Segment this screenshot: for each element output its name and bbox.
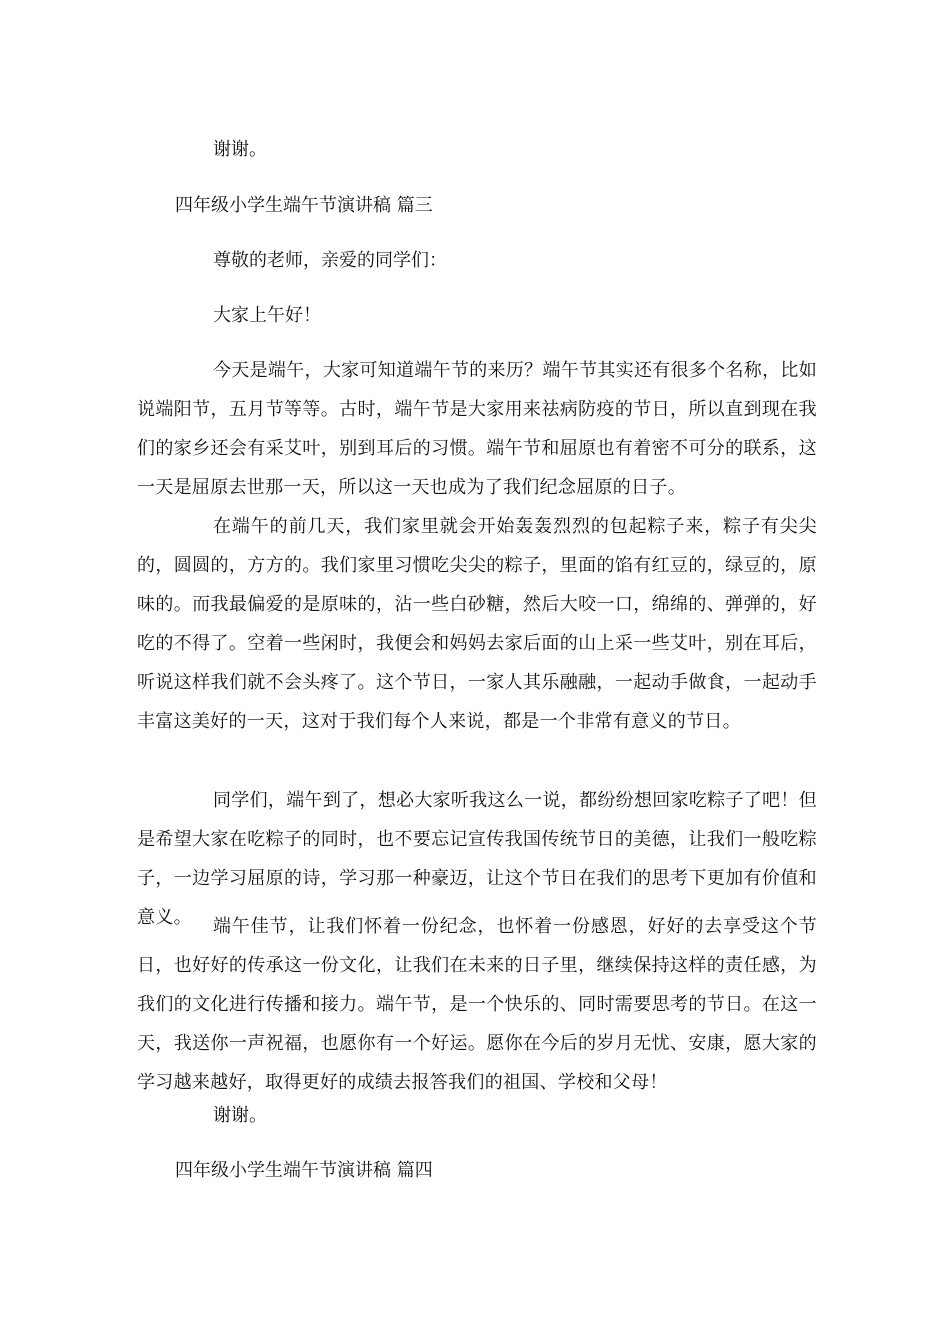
body-paragraph: 在端午的前几天，我们家里就会开始轰轰烈烈的包起粽子来，粽子有尖尖的，圆圆的，方方的。我们家里习惯吃尖尖的粽子，里面的馅有红豆的，绿豆的，原味的。而我最偏爱的是原味的，沾一些白砂糖，然后大咬一口，绵绵的、弹弹的，好吃的不得了。空着一些闲时，我便会和妈妈去家后面的山上采一些艾叶，别在耳后，听说这样我们就不会头疼了。这个节日，一家人其乐融融，一起动手做食，一起动手丰富这美好的一天，这对于我们每个人来说，都是一个非常有意义的节日。 — [137, 516, 817, 732]
body-paragraph: 今天是端午，大家可知道端午节的来历？端午节其实还有很多个名称，比如说端阳节，五月节等等。古时，端午节是大家用来祛病防疫的节日，所以直到现在我们的家乡还会有采艾叶，别到耳后的习惯。端午节和屈原也有着密不可分的联系，这一天是屈原去世那一天，所以这一天也成为了我们纪念屈原的日子。 — [137, 360, 817, 498]
thanks-line: 谢谢。 — [213, 139, 267, 160]
salutation-line: 尊敬的老师，亲爱的同学们： — [213, 250, 447, 271]
section-heading: 四年级小学生端午节演讲稿 篇三 — [175, 195, 433, 216]
section-heading: 四年级小学生端午节演讲稿 篇四 — [175, 1160, 433, 1181]
body-paragraph: 端午佳节，让我们怀着一份纪念，也怀着一份感恩，好好的去享受这个节日，也好好的传承这一份文化，让我们在未来的日子里，继续保持这样的责任感，为我们的文化进行传播和接力。端午节，是一个快乐的、同时需要思考的节日。在这一天，我送你一声祝福，也愿你有一个好运。愿你在今后的岁月无忧、安康，愿大家的学习越来越好，取得更好的成绩去报答我们的祖国、学校和父母！ — [137, 916, 817, 1093]
greeting-line: 大家上午好！ — [213, 305, 321, 326]
thanks-line: 谢谢。 — [213, 1105, 267, 1126]
body-paragraph: 同学们，端午到了，想必大家听我这么一说，都纷纷想回家吃粽子了吧！但是希望大家在吃粽子的同时，也不要忘记宣传我国传统节日的美德，让我们一般吃粽子，一边学习屈原的诗，学习那一种豪迈，让这个节日在我们的思考下更加有价值和意义。 — [137, 790, 817, 928]
